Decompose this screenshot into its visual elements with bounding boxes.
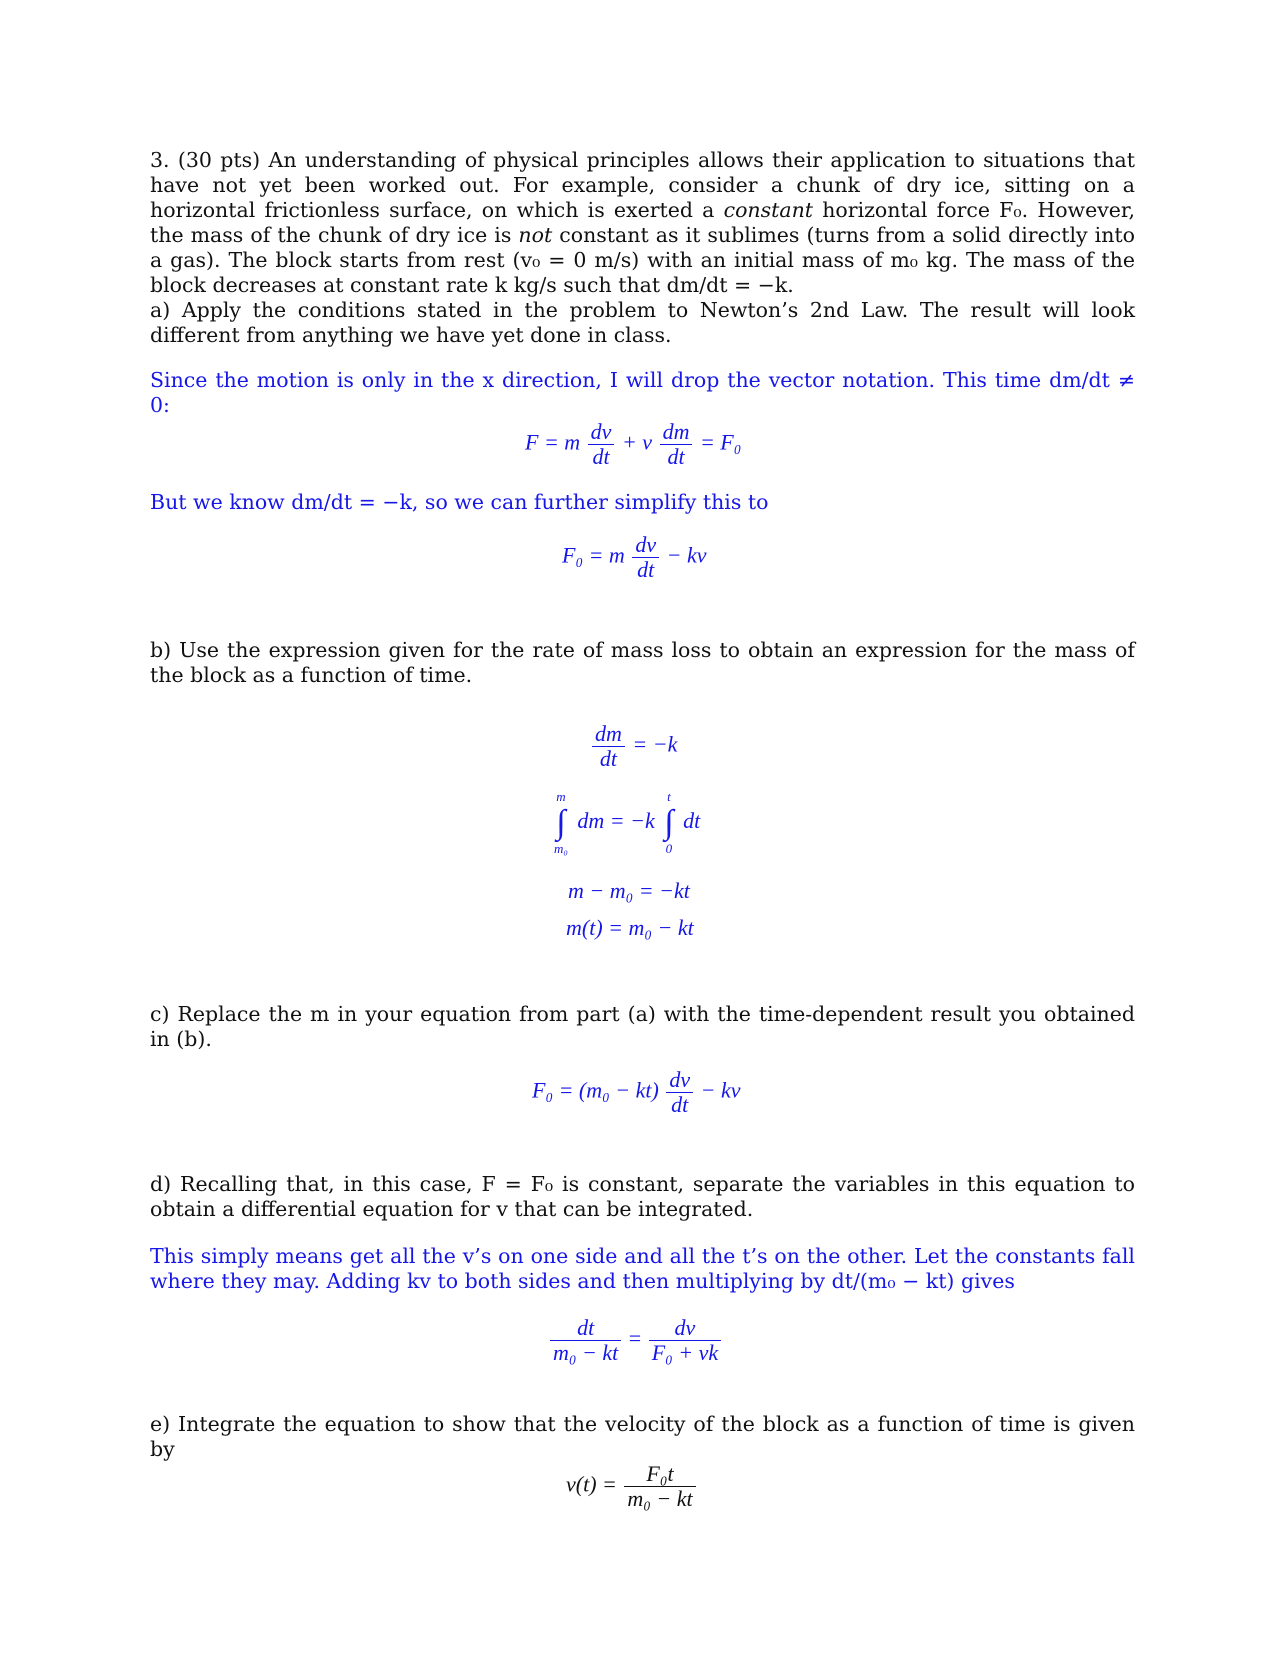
eq-c-fraction	[666, 1068, 693, 1117]
part-b-equation-1	[590, 722, 677, 771]
problem-intro-not: not	[518, 223, 553, 247]
problem-intro-3: constant as it sublimes (turns from a solid directly into a gas). The block starts from rest (v₀ = 0 m/s) with an initial mass of m₀ kg. The mass of the block decreases at constant rate k kg/s such that dm/dt = −k.	[150, 223, 1135, 297]
eq-a1-frac1-den: dt	[592, 444, 610, 469]
part-b-question: b) Use the expression given for the rate of mass loss to obtain an expression for the mass of the block as a function of time.	[150, 638, 1135, 687]
eq-b1-frac-num: dm	[592, 722, 625, 747]
part-c-equation	[532, 1068, 740, 1117]
part-b-equation-4: m(t) = m₀ − kt	[566, 915, 694, 940]
eq-c-rhs: − kv	[700, 1077, 741, 1103]
eq-a2-rhs: − kv	[666, 542, 707, 568]
part-e-equation	[566, 1462, 698, 1511]
int1-lower: m₀	[554, 841, 568, 856]
part-d-question: d) Recalling that, in this case, F = F₀ is constant, separate the variables in this equation to obtain a differential equation for v that can be integrated.	[150, 1172, 1135, 1221]
eq-a1-lhs: F = m	[525, 429, 581, 455]
integral-sign-icon: ∫	[664, 804, 674, 841]
problem-intro-2: horizontal force F₀. However, the mass of the chunk of dry ice is	[150, 198, 1135, 247]
part-a-question: a) Apply the conditions stated in the problem to Newton’s 2nd Law. The result will look different from anything we have yet done in class.	[150, 298, 1135, 347]
int1-upper: m	[556, 789, 566, 804]
eq-d-equals: =	[628, 1325, 642, 1351]
integral-t	[664, 790, 673, 856]
problem-intro-constant: constant	[723, 198, 814, 222]
eq-d-frac1-num: dt	[550, 1316, 621, 1341]
eq-a1-fraction-2	[660, 420, 693, 469]
eq-e-frac-den: m₀ − kt	[627, 1486, 693, 1511]
int2-lower: 0	[665, 841, 673, 856]
part-b-equation-2	[550, 790, 700, 856]
part-a-equation-2	[562, 533, 706, 582]
problem-statement	[150, 148, 1135, 298]
part-e-question: e) Integrate the equation to show that the velocity of the block as a function of time is given by	[150, 1412, 1135, 1461]
part-a-equation-1	[525, 420, 741, 469]
integral-m	[554, 790, 568, 856]
eq-b1-frac-den: dt	[599, 746, 617, 771]
part-c-question: c) Replace the m in your equation from part (a) with the time-dependent result you obtained in (b).	[150, 1002, 1135, 1051]
problem-number: 3.	[150, 148, 170, 172]
part-d-equation	[548, 1316, 723, 1365]
eq-c-frac-num: dv	[666, 1068, 693, 1093]
eq-d-frac2-num: dv	[649, 1316, 721, 1341]
eq-a1-frac2-num: dm	[660, 420, 693, 445]
eq-b2-rhs: dt	[683, 808, 701, 834]
int2-upper: t	[667, 789, 671, 804]
part-b-equation-3: m − m₀ = −kt	[568, 878, 690, 903]
eq-e-fraction	[624, 1462, 695, 1511]
part-a-answer-2: But we know dm/dt = −k, so we can further simplify this to	[150, 490, 769, 514]
part-a-answer-1: Since the motion is only in the x direction, I will drop the vector notation. This time dm/dt ≠ 0:	[150, 368, 1135, 417]
eq-a2-frac-num: dv	[632, 533, 659, 558]
eq-d-frac1-den: m₀ − kt	[553, 1340, 619, 1365]
eq-d-fraction-2	[649, 1316, 721, 1365]
eq-a2-frac-den: dt	[637, 557, 655, 582]
eq-b1-fraction	[592, 722, 625, 771]
eq-a1-mid: + v	[621, 429, 653, 455]
eq-a2-lhs: F₀ = m	[562, 542, 625, 568]
eq-a2-fraction	[632, 533, 659, 582]
eq-c-frac-den: dt	[671, 1092, 689, 1117]
part-d-answer: This simply means get all the v’s on one side and all the t’s on the other. Let the constants fall where they may. Adding kv to both sides and then multiplying by dt/(m₀ − kt) gives	[150, 1244, 1135, 1293]
eq-a1-frac2-den: dt	[667, 444, 685, 469]
integral-sign-icon: ∫	[556, 804, 566, 841]
eq-c-lhs: F₀ = (m₀ − kt)	[532, 1077, 659, 1103]
eq-a1-rhs: = F₀	[699, 429, 742, 455]
eq-b1-rhs: = −k	[632, 731, 678, 757]
problem-intro-1: An understanding of physical principles allows their application to situations that have not yet been worked out. For example, consider a chunk of dry ice, sitting on a horizontal frictionless surface, on which is exerted a	[150, 148, 1135, 222]
problem-points: (30 pts)	[177, 148, 261, 172]
eq-a1-frac1-num: dv	[588, 420, 615, 445]
eq-e-lhs: v(t) =	[566, 1471, 617, 1497]
eq-e-frac-num: F₀t	[624, 1462, 695, 1487]
eq-d-frac2-den: F₀ + vk	[651, 1340, 719, 1365]
eq-b2-mid: dm = −k	[577, 808, 655, 834]
eq-a1-fraction-1	[588, 420, 615, 469]
eq-d-fraction-1	[550, 1316, 621, 1365]
